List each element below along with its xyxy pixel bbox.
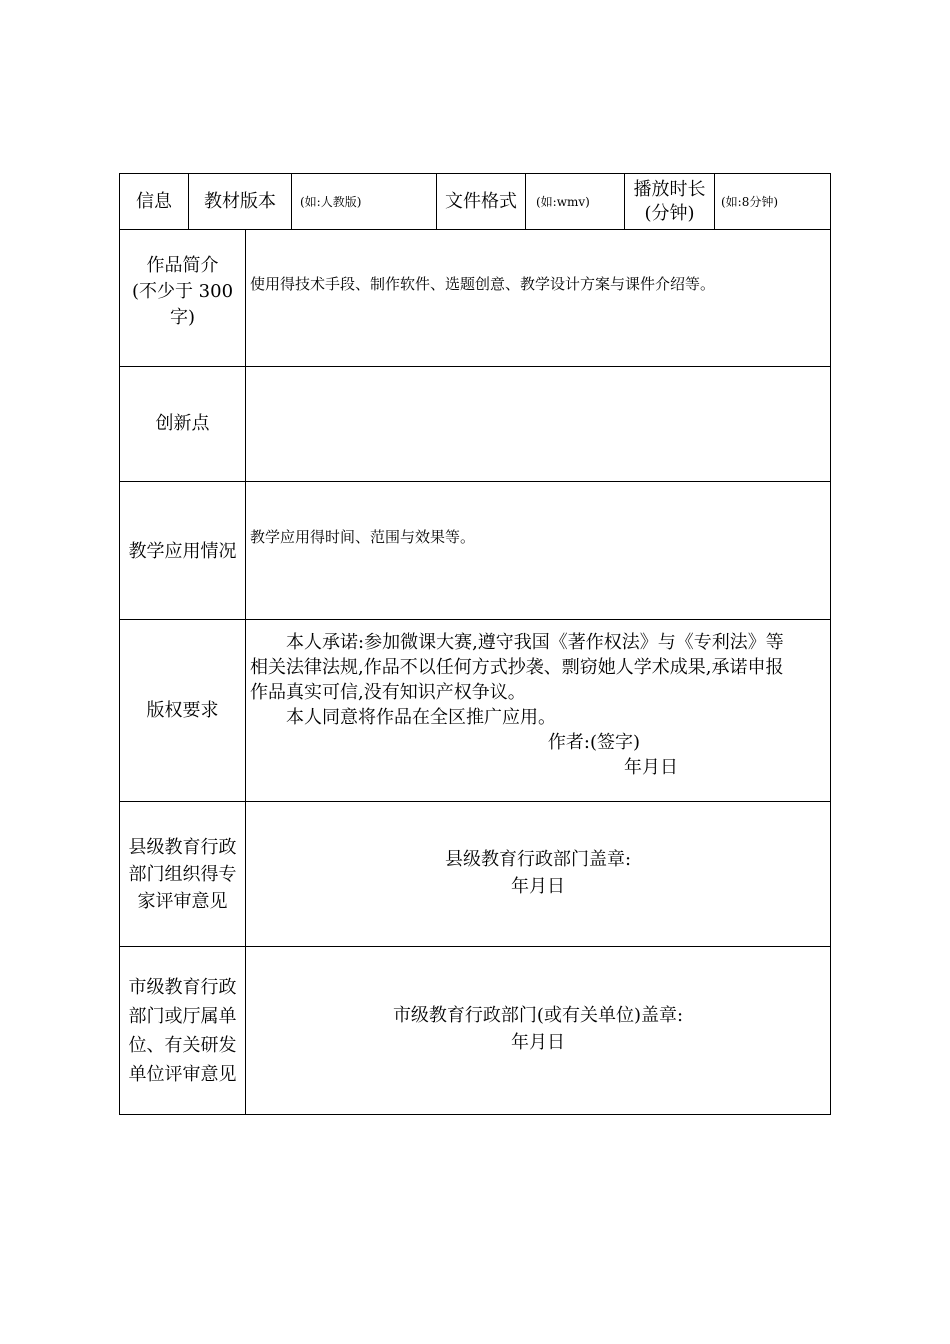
city-review-label-line4: 单位评审意见 xyxy=(128,1063,237,1085)
application-row xyxy=(120,482,830,620)
county-stamp-text: 县级教育行政部门盖章: xyxy=(444,849,632,870)
city-stamp-date: 年月日 xyxy=(511,1031,565,1053)
application-content[interactable]: 教学应用得时间、范围与效果等。 xyxy=(245,482,830,619)
author-signature[interactable]: 作者:(签字) xyxy=(547,732,640,753)
city-review-label-line3: 位、有关研发 xyxy=(128,1034,237,1056)
innovation-content[interactable] xyxy=(245,367,830,481)
city-review-label-line1: 市级教育行政 xyxy=(128,976,237,998)
copyright-line1: 本人承诺:参加微课大赛,遵守我国《著作权法》与《专利法》等 xyxy=(286,632,784,653)
duration-field[interactable]: (如:8分钟) xyxy=(714,174,830,229)
info-row xyxy=(120,174,830,230)
copyright-content xyxy=(245,620,830,801)
copyright-date: 年月日 xyxy=(624,757,678,778)
intro-content[interactable]: 使用得技术手段、制作软件、选题创意、教学设计方案与课件介绍等。 xyxy=(245,230,830,366)
intro-label-line1: 作品简介 xyxy=(146,255,219,276)
application-label: 教学应用情况 xyxy=(128,540,237,562)
copyright-row xyxy=(120,620,830,802)
county-stamp-date: 年月日 xyxy=(511,876,565,897)
county-review-label xyxy=(120,802,245,946)
county-review-row xyxy=(120,802,830,947)
duration-label-line2: (分钟) xyxy=(644,202,695,224)
intro-label-line3: 字) xyxy=(169,307,196,328)
innovation-row xyxy=(120,367,830,482)
copyright-line3: 作品真实可信,没有知识产权争议。 xyxy=(250,682,526,703)
copyright-label: 版权要求 xyxy=(146,699,219,721)
innovation-label: 创新点 xyxy=(155,413,210,434)
copyright-line4: 本人同意将作品在全区推广应用。 xyxy=(286,707,556,728)
textbook-version-field[interactable]: (如:人教版) xyxy=(291,174,436,229)
info-label: 信息 xyxy=(136,190,172,212)
city-review-label xyxy=(120,947,245,1114)
file-format-label: 文件格式 xyxy=(436,174,525,229)
city-review-row xyxy=(120,947,830,1114)
textbook-version-label: 教材版本 xyxy=(188,174,291,229)
city-review-content[interactable] xyxy=(245,947,830,1114)
copyright-line2: 相关法律法规,作品不以任何方式抄袭、剽窃她人学术成果,承诺申报 xyxy=(250,657,784,678)
county-review-label-line2: 部门组织得专 xyxy=(128,863,237,885)
duration-label-line1: 播放时长 xyxy=(633,178,706,200)
intro-label xyxy=(120,230,245,366)
county-review-content[interactable] xyxy=(245,802,830,946)
file-format-field[interactable]: (如:wmv) xyxy=(525,174,624,229)
duration-label xyxy=(624,174,714,229)
intro-label-line2: (不少于 300 xyxy=(131,281,234,302)
county-review-label-line1: 县级教育行政 xyxy=(128,836,237,858)
county-review-label-line3: 家评审意见 xyxy=(137,890,228,912)
submission-form-table xyxy=(119,173,831,1115)
intro-row xyxy=(120,230,830,367)
city-review-label-line2: 部门或厅属单 xyxy=(128,1005,237,1027)
city-stamp-text: 市级教育行政部门(或有关单位)盖章: xyxy=(392,1004,684,1026)
